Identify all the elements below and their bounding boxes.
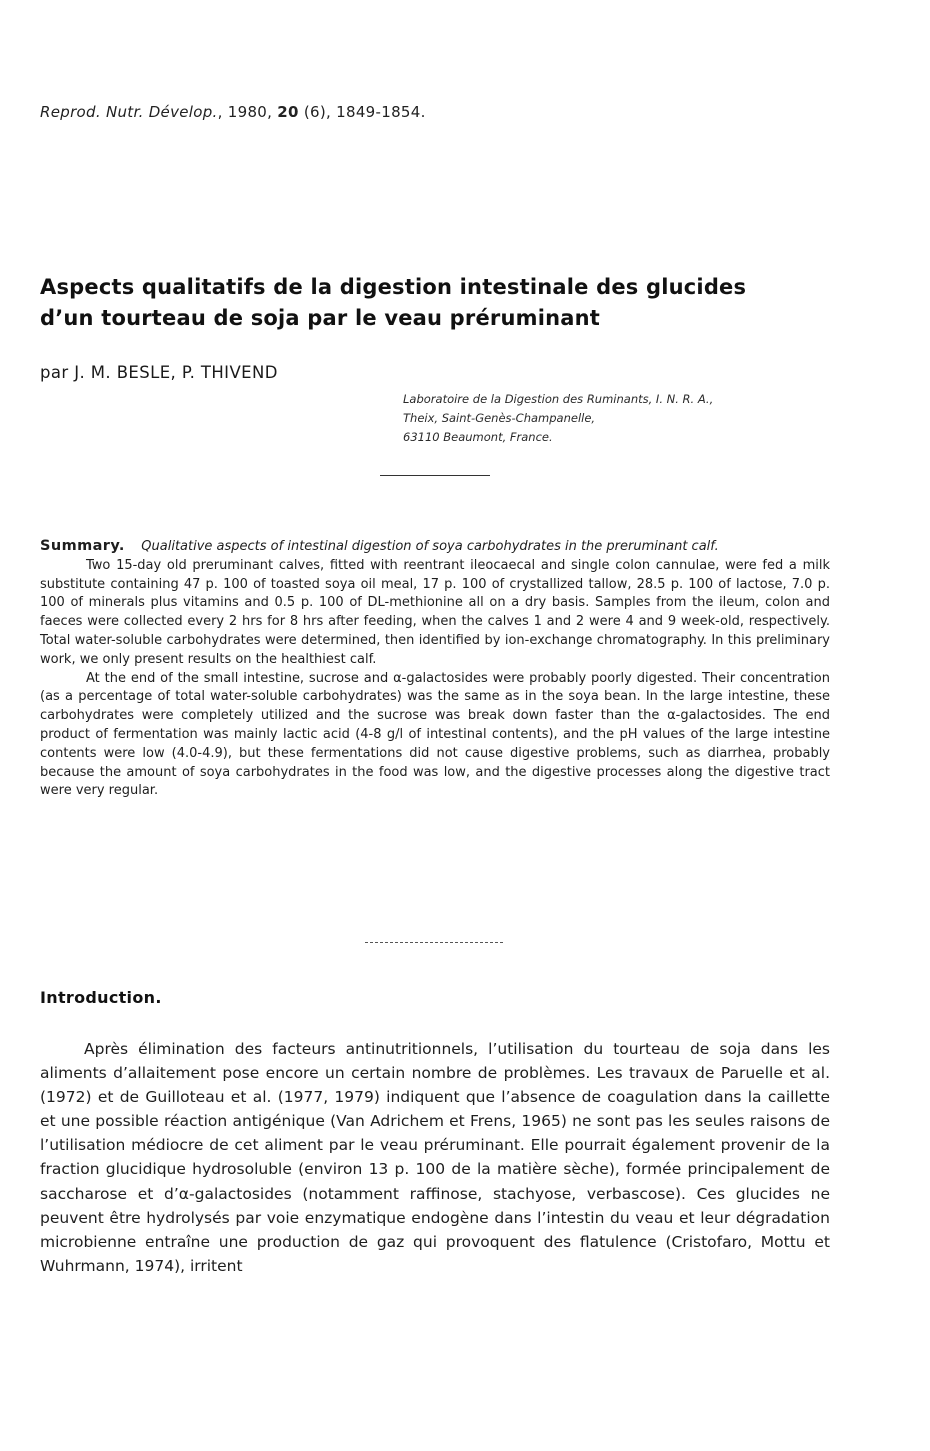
journal-name: Reprod. Nutr. Dévelop. — [40, 103, 218, 121]
article-authors: par J. M. BESLE, P. THIVEND — [40, 363, 278, 382]
citation-volume: 20 — [277, 103, 299, 121]
journal-citation — [40, 103, 426, 121]
summary-section — [40, 537, 830, 801]
summary-heading: Summary. — [40, 538, 125, 554]
introduction-section — [40, 1037, 830, 1278]
summary-paragraph-2: At the end of the small intestine, sucrose and α-galactosides were probably poorly digested. Their concentration (as a percentage of total water-soluble carbohydrates) was the same as in the soya bean. In the large intestine, these carbohydrates were completely utilized and the sucrose was break down faster than the α-galactosides. The end product of fermentation was mainly lactic acid (4-8 g/l of intestinal contents), and the pH values of the large intestine contents were low (4.0-4.9), but these fermentations did not cause digestive problems, such as diarrhea, probably because the amount of soya carbohydrates in the food was low, and the digestive processes along the digestive tract were very regular. — [40, 670, 830, 799]
affiliation-line-1: Laboratoire de la Digestion des Ruminants, I. N. R. A., — [403, 392, 714, 406]
summary-title: Qualitative aspects of intestinal digestion of soya carbohydrates in the preruminant calf. — [141, 539, 719, 554]
summary-paragraph-1: Two 15-day old preruminant calves, fitted with reentrant ileocaecal and single colon cannulae, were fed a milk substitute containing 47 p. 100 of toasted soya oil meal, 17 p. 100 of crystallized tallow, 28.5 p. 100 of lactose, 7.0 p. 100 of minerals plus vitamins and 0.5 p. 100 of DL-methionine all on a dry basis. Samples from the ileum, colon and faeces were collected every 2 hrs for 8 hrs after feeding, when the calves 1 and 2 were 4 and 9 week-old, respectively. Total water-soluble carbohydrates were determined, then identified by ion-exchange chromatography. In this preliminary work, we only present results on the healthiest calf. — [40, 557, 830, 667]
author-affiliation — [403, 390, 843, 447]
affiliation-line-3: 63110 Beaumont, France. — [403, 430, 553, 444]
summary-divider — [365, 942, 503, 943]
article-title: Aspects qualitatifs de la digestion intestinale des glucides d’un tourteau de soja par le veau préruminant — [40, 275, 747, 330]
affiliation-line-2: Theix, Saint-Genès-Champanelle, — [403, 411, 596, 425]
introduction-paragraph-1: Après élimination des facteurs antinutritionnels, l’utilisation du tourteau de soja dans les aliments d’allaitement pose encore un certain nombre de problèmes. Les travaux de Paruelle et al. (1972) et de Guilloteau et al. (1977, 1979) indiquent que l’absence de coagulation dans la caillette et une possible réaction antigénique (Van Adrichem et Frens, 1965) ne sont pas les seules raisons de l’utilisation médiocre de cet aliment par le veau préruminant. Elle pourrait également provenir de la fraction glucidique hydrosoluble (environ 13 p. 100 de la matière sèche), formée principalement de saccharose et d’α-galactosides (notamment raffinose, stachyose, verbascose). Ces glucides ne peuvent être hydrolysés par voie enzymatique endogène dans l’intestin du veau et leur dégradation microbienne entraîne une production de gaz qui provoquent des flatulence (Cristofaro, Mottu et Wuhrmann, 1974), irritent — [40, 1040, 830, 1275]
header-divider — [380, 475, 490, 476]
citation-year: , 1980, — [217, 103, 278, 121]
introduction-heading: Introduction. — [40, 988, 162, 1007]
citation-issue-pages: (6), 1849-1854. — [298, 103, 426, 121]
